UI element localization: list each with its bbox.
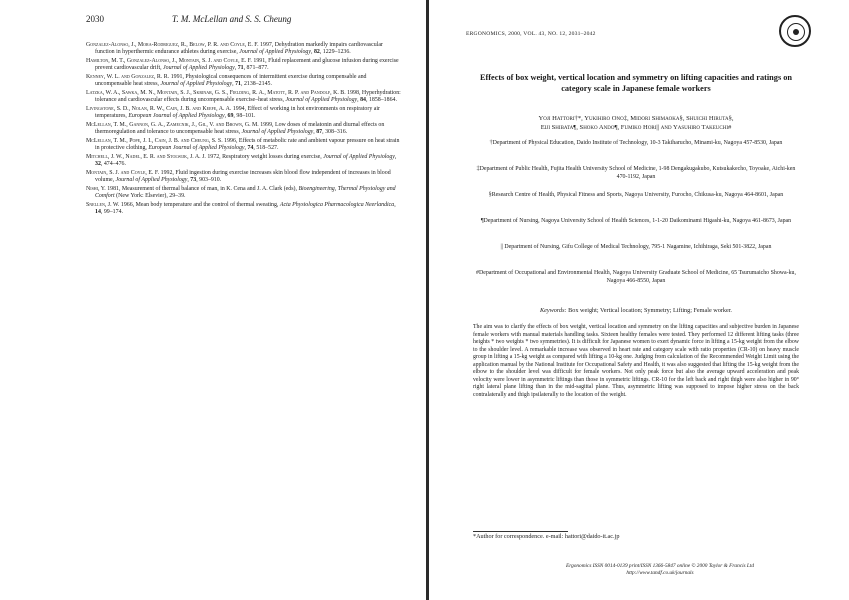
reference-pages: , 98–101. [233,113,256,120]
reference-volume: 74 [247,145,254,152]
reference-authors: Gonzalez-Alonso, J., Mora-Rodriguez, R., Below, P. R. and Coyle, E. F. [86,42,259,48]
reference-volume: 69 [227,113,234,120]
correspondence-footnote: *Author for correspondence. e-mail: hattori@daido-it.ac.jp [473,533,620,540]
reference-separator: , [234,65,238,72]
reference-entry [86,170,402,185]
reference-authors: Hamilton, M. T., Gonzalez-Alonso, J., Montain, S. J. and Coyle, E. F. [86,58,252,64]
reference-authors: Snellen, J. W. [86,202,120,208]
reference-entry [86,122,402,137]
reference-separator: , [394,202,396,208]
reference-journal: Journal of Applied Physiology [239,49,311,56]
reference-authors: Kenney, W. L. and Gonzalez, R. R. [86,74,170,80]
reference-text: 1992, Fluid ingestion during exercise increases skin blood flow independent of increases in blood volume, [95,170,391,184]
reference-volume: 32 [95,161,101,168]
running-head: T. M. McLellan and S. S. Cheung [172,14,292,24]
reference-volume: 14 [95,209,101,216]
reference-list [86,42,402,218]
reference-entry [86,202,402,217]
reference-volume: 73 [190,177,197,184]
page-number: 2030 [86,14,104,24]
reference-journal: Journal of Applied Physiology [115,177,188,184]
reference-entry [86,106,402,121]
reference-volume: 82 [313,49,320,56]
affiliation: ‡Department of Public Health, Fujita Health University School of Medicine, 1-98 Dengakugakubo, Kutsukakecho, Toyoake, Aichi-ken 470-1192, Japan [476,166,796,180]
reference-authors: Nishi, Y. [86,186,106,192]
reference-separator: , [313,129,317,136]
reference-authors: Livingstone, S. D., Nolan, R. W., Cain, J. B. and Keefe, A. A. [86,106,232,112]
reference-pages: , 518–527. [253,145,279,152]
affiliation: §Research Centre of Health, Physical Fitness and Sports, Nagoya University, Furocho, Chikusa-ku, Nagoya 464-8601, Japan [488,192,784,198]
reference-text: 1991, Fluid replacement and glucose infusion during exercise prevent cardiovascular drift, [95,58,399,72]
imprint-issn: Ergonomics ISSN 0014-0139 print/ISSN 1366-5847 online © 2000 Taylor & Francis Ltd [566,563,754,569]
author-line: Eiji Shibata¶, Shoko Ando¶, Fumiko Hori|| and Yasuhiro Takeuchi# [540,123,732,131]
reference-separator: , [357,97,361,104]
reference-pages: , 2138–2145. [241,81,272,88]
reference-authors: Latzka, W. A., Sawka, M. N., Montain, S. J., Skrinar, G. S., Fielding, R. A., Matott, R. P. and Pandolf, K. B. [86,90,346,96]
keywords [468,307,804,314]
reference-authors: Montain, S. J. and Coyle, E. F. [86,170,160,176]
reference-entry [86,154,402,169]
reference-pages: , 99–174. [100,209,123,216]
left-page [0,0,420,600]
reference-text: 1966, Mean body temperature and the control of thermal sweating, [119,202,280,208]
reference-pages: , 1858–1864. [366,97,397,104]
imprint [510,563,810,578]
reference-separator: , [224,113,228,120]
reference-entry [86,138,402,153]
reference-volume: 71 [237,65,244,72]
reference-text: 1991, Physiological consequences of intermittent exercise during compensable and uncompensable heat stress, [95,74,367,88]
reference-text: 1996, Effects of metabolic rate and ambient vapour pressure on heat strain in protective clothing, [95,138,400,152]
reference-journal: Bioengineering, Thermal Physiology and Comfort [95,186,396,200]
reference-separator: (New York: Elsevier), 29–39. [114,193,186,200]
reference-separator: , [310,49,314,56]
article-title: Effects of box weight, vertical location and symmetry on lifting capacities and ratings on category scale in Japanese female workers [479,73,793,93]
reference-text: 1997, Dehydration markedly impairs cardiovascular function in hyperthermic endurance athletes during exercise, [95,42,383,56]
keywords-text: Box weight; Vertical location; Symmetry; Lifting; Female worker. [568,307,732,314]
reference-pages: , 1229–1236. [319,49,351,56]
reference-text: 1972, Respiratory weight losses during exercise, [205,154,324,160]
reference-text: 1994, Effect of working in hot environments on respiratory air temperatures, [95,106,380,120]
reference-pages: , 474–476. [100,161,126,168]
abstract: The aim was to clarify the effects of box weight, vertical location and symmetry on the lifting capacities and subjective burden in Japanese female workers with manual materials handling tasks. Sixteen healthy females were tested. They performed 12 different lifting tasks (three heights * two weights * two symmetries). It is difficult for Japanese women to exert dynamic force in lifting a 15-kg weight from the elbow to the shoulder level. A remarkable increase was observed in heart rate and category scale with ratio properties (CR-10) on heavy muscle group in lifting a 15-kg weight as compared with lifting a 10-kg one. Judging from calculation of the Recommended Weight Limit using the application manual by the National Institute for Occupational Safety and Health, it was also suggested that lifting the 15-kg weight from the elbow to the shoulder level was difficult for female workers. Not only peak force but also the average upward acceleration and peak velocity were lower in asymmetric liftings than those in symmetric liftings. CR-10 for the left back and right thigh were also higher in 90° right lateral plane lifting than in the mid-sagittal plane. Thus, asymmetric lifting was supposed to impose higher stress on the back contralaterally and thigh ipsilaterally to the location of the weight. [473,324,799,398]
reference-journal: European Journal of Applied Physiology [128,113,225,120]
reference-separator: , [232,81,236,88]
reference-separator: , [187,177,191,184]
journal-header: ERGONOMICS, 2000, VOL. 43, NO. 12, 2031–2042 [466,31,596,37]
keywords-label: Keywords: [540,307,567,314]
affiliation: ¶Department of Nursing, Nagoya University School of Health Sciences, 1-1-20 Daikominami Higashi-ku, Nagoya 461-8673, Japan [480,218,792,224]
reference-text: 1999, Low doses of melatonin and diurnal effects on thermoregulation and tolerance to uncompensable heat stress, [95,122,385,136]
left-page-header [86,14,402,28]
footnote-rule [473,531,568,532]
reference-pages: , 903–910. [196,177,222,184]
reference-authors: McLellan, T. M., Pope, J. I., Cain, J. B. and Cheung, S. S. [86,138,223,144]
reference-separator: , [394,154,397,160]
affiliation: #Department of Occupational and Environmental Health, Nagoya University Graduate School of Medicine, 65 Tsurumaicho Showa-ku, Nagoya 466-8550, Japan [476,270,796,284]
reference-authors: Mitchell, J. W., Nadel, E. R. and Stolwijk, J. A. J. [86,154,206,160]
reference-volume: 84 [360,97,366,104]
reference-journal: Journal of Applied Physiology [160,81,233,88]
reference-text: 1998, Hyperhydration: tolerance and cardiovascular effects during uncompensable exercise–heat stress, [95,90,401,104]
reference-journal: Journal of Applied Physiology [285,97,358,104]
reference-pages: , 871–877. [243,65,269,72]
reference-journal: European Journal of Applied Physiology [148,145,245,152]
author-line: Yoji Hattori†*, Yukihiro Ono‡, Midori Shimaoka§, Shuichi Hiruta§, [538,115,734,122]
page-gutter [426,0,429,600]
reference-text: 1981, Measurement of thermal balance of man, in K. Cena and J. A. Clark (eds), [105,186,299,192]
reference-pages: , 308–316. [322,129,348,136]
reference-volume: 71 [235,81,241,88]
imprint-url: http://www.tandf.co.uk/journals [626,570,694,577]
affiliation: || Department of Nursing, Gifu College of Medical Technology, 795-1 Nagamine, Ichihiraga, Seki 501-3822, Japan [500,244,772,250]
reference-entry [86,74,402,89]
reference-journal: Journal of Applied Physiology [241,129,314,136]
reference-entry [86,42,402,57]
reference-authors: McLellan, T. M., Gannon, G. A., Zamecnik, J., Gil, V. and Brown, G. M. [86,122,259,128]
reference-journal: Journal of Applied Physiology [323,154,395,160]
author-list [462,115,810,133]
reference-entry [86,186,402,201]
reference-entry [86,90,402,105]
reference-journal: Acta Physiologica Pharmacologica Neerlandica [279,202,395,208]
reference-entry [86,58,402,73]
affiliation: †Department of Physical Education, Daido Institute of Technology, 10-3 Takiharucho, Minami-ku, Nagoya 457-8530, Japan [489,140,783,146]
reference-journal: Journal of Applied Physiology [163,65,235,72]
publisher-logo-icon [779,15,811,47]
reference-volume: 87 [316,129,323,136]
reference-separator: , [244,145,248,152]
right-page [432,0,849,600]
